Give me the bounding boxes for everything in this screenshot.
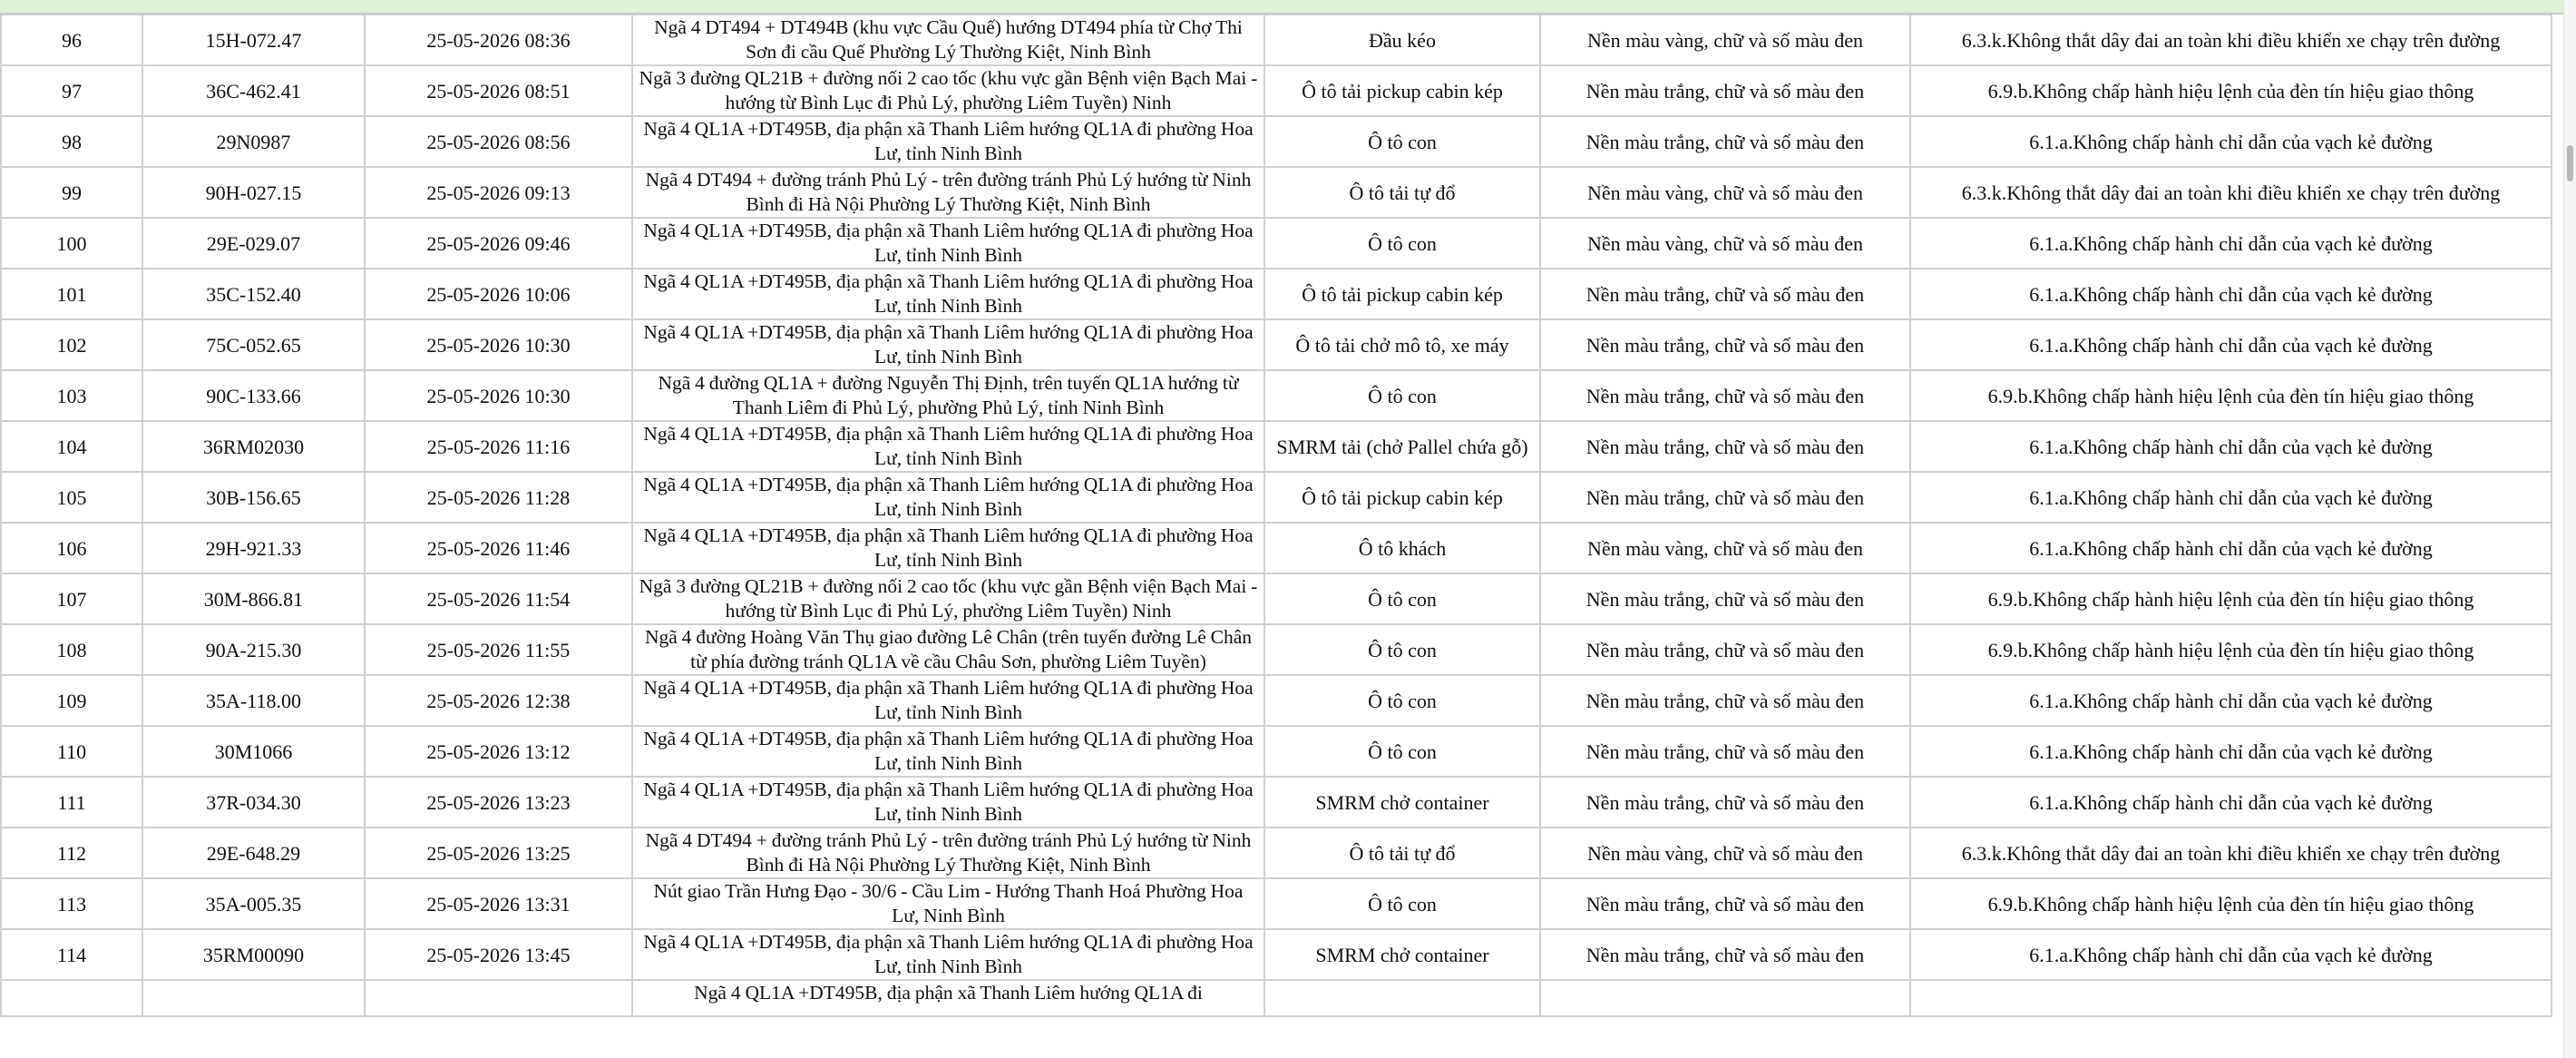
cell-stt[interactable]: 111 <box>1 777 142 828</box>
cell-stt[interactable]: 112 <box>1 828 142 878</box>
table-row <box>1 929 2552 980</box>
cell-time[interactable]: 25-05-2026 10:30 <box>365 370 632 421</box>
cell-vehicle-type[interactable]: Đầu kéo <box>1264 15 1540 65</box>
cell-violation[interactable]: 6.1.a.Không chấp hành chỉ dẫn của vạch kẻ đường <box>1910 319 2552 370</box>
cell-plate-color[interactable]: Nền màu trắng, chữ và số màu đen <box>1540 675 1910 726</box>
cell-violation[interactable]: 6.9.b.Không chấp hành hiệu lệnh của đèn tín hiệu giao thông <box>1910 370 2552 421</box>
table-row <box>1 675 2552 726</box>
cell-plate[interactable] <box>142 980 365 1016</box>
scrollbar-thumb[interactable] <box>2567 145 2573 181</box>
table-row <box>1 777 2552 828</box>
cell-location[interactable]: Ngã 4 QL1A +DT495B, địa phận xã Thanh Liêm hướng QL1A đi phường Hoa Lư, tỉnh Ninh Bình <box>632 675 1264 726</box>
cell-time[interactable]: 25-05-2026 12:38 <box>365 675 632 726</box>
table-row <box>1 573 2552 624</box>
cell-stt[interactable]: 110 <box>1 726 142 777</box>
table-row <box>1 167 2552 218</box>
cell-plate-color[interactable]: Nền màu trắng, chữ và số màu đen <box>1540 472 1910 523</box>
cell-location[interactable]: Ngã 4 DT494 + DT494B (khu vực Cầu Quế) hướng DT494 phía từ Chợ Thi Sơn đi cầu Quế Phường Lý Thường Kiệt, Ninh Bình <box>632 15 1264 65</box>
cell-time[interactable]: 25-05-2026 13:12 <box>365 726 632 777</box>
cell-violation[interactable]: 6.9.b.Không chấp hành hiệu lệnh của đèn tín hiệu giao thông <box>1910 624 2552 675</box>
cell-stt[interactable]: 97 <box>1 65 142 116</box>
cell-violation[interactable]: 6.9.b.Không chấp hành hiệu lệnh của đèn tín hiệu giao thông <box>1910 878 2552 929</box>
cell-plate[interactable]: 35RM00090 <box>142 929 365 980</box>
cell-plate[interactable]: 35C-152.40 <box>142 269 365 319</box>
vertical-scrollbar[interactable] <box>2563 0 2576 1058</box>
cell-vehicle-type[interactable]: Ô tô tải tự đổ <box>1264 828 1540 878</box>
cell-stt[interactable]: 101 <box>1 269 142 319</box>
cell-stt[interactable]: 108 <box>1 624 142 675</box>
cell-time[interactable]: 25-05-2026 13:25 <box>365 828 632 878</box>
cell-stt[interactable]: 98 <box>1 116 142 167</box>
cell-violation[interactable]: 6.1.a.Không chấp hành chỉ dẫn của vạch kẻ đường <box>1910 726 2552 777</box>
cell-location[interactable]: Ngã 4 QL1A +DT495B, địa phận xã Thanh Liêm hướng QL1A đi phường Hoa Lư, tỉnh Ninh Bình <box>632 218 1264 269</box>
cell-plate-color[interactable]: Nền màu trắng, chữ và số màu đen <box>1540 421 1910 472</box>
cell-plate-color[interactable]: Nền màu vàng, chữ và số màu đen <box>1540 15 1910 65</box>
cell-time[interactable]: 25-05-2026 13:23 <box>365 777 632 828</box>
cell-violation[interactable]: 6.3.k.Không thắt dây đai an toàn khi điều khiển xe chạy trên đường <box>1910 167 2552 218</box>
table-row <box>1 980 2552 1016</box>
cell-plate-color[interactable]: Nền màu trắng, chữ và số màu đen <box>1540 370 1910 421</box>
cell-plate[interactable]: 30M-866.81 <box>142 573 365 624</box>
cell-time[interactable]: 25-05-2026 11:28 <box>365 472 632 523</box>
cell-plate-color[interactable]: Nền màu trắng, chữ và số màu đen <box>1540 878 1910 929</box>
cell-violation[interactable]: 6.1.a.Không chấp hành chỉ dẫn của vạch kẻ đường <box>1910 421 2552 472</box>
cell-plate-color[interactable]: Nền màu trắng, chữ và số màu đen <box>1540 624 1910 675</box>
cell-violation[interactable]: 6.1.a.Không chấp hành chỉ dẫn của vạch kẻ đường <box>1910 929 2552 980</box>
cell-vehicle-type[interactable]: Ô tô con <box>1264 624 1540 675</box>
cell-location[interactable]: Ngã 4 QL1A +DT495B, địa phận xã Thanh Liêm hướng QL1A đi phường Hoa Lư, tỉnh Ninh Bình <box>632 929 1264 980</box>
cell-vehicle-type[interactable]: Ô tô tải tự đổ <box>1264 167 1540 218</box>
cell-time[interactable]: 25-05-2026 09:13 <box>365 167 632 218</box>
cell-plate-color[interactable]: Nền màu vàng, chữ và số màu đen <box>1540 523 1910 573</box>
cell-vehicle-type[interactable]: Ô tô tải pickup cabin kép <box>1264 472 1540 523</box>
cell-stt[interactable]: 99 <box>1 167 142 218</box>
cell-location[interactable]: Ngã 4 QL1A +DT495B, địa phận xã Thanh Liêm hướng QL1A đi phường Hoa Lư, tỉnh Ninh Bình <box>632 777 1264 828</box>
cell-vehicle-type[interactable]: Ô tô con <box>1264 726 1540 777</box>
cell-stt[interactable]: 109 <box>1 675 142 726</box>
cell-plate[interactable]: 29E-029.07 <box>142 218 365 269</box>
cell-location[interactable]: Ngã 3 đường QL21B + đường nối 2 cao tốc (khu vực gần Bệnh viện Bạch Mai - hướng từ Bình Lục đi Phủ Lý, phường Liêm Tuyền) Ninh <box>632 65 1264 116</box>
cell-location[interactable]: Ngã 4 QL1A +DT495B, địa phận xã Thanh Liêm hướng QL1A đi <box>632 980 1264 1016</box>
cell-vehicle-type[interactable]: Ô tô con <box>1264 573 1540 624</box>
violations-table <box>0 14 2552 1017</box>
cell-location[interactable]: Ngã 4 QL1A +DT495B, địa phận xã Thanh Liêm hướng QL1A đi phường Hoa Lư, tỉnh Ninh Bình <box>632 319 1264 370</box>
cell-plate-color[interactable]: Nền màu trắng, chữ và số màu đen <box>1540 116 1910 167</box>
table-row <box>1 65 2552 116</box>
table-row <box>1 15 2552 65</box>
cell-plate-color[interactable]: Nền màu trắng, chữ và số màu đen <box>1540 319 1910 370</box>
table-row <box>1 878 2552 929</box>
table-row <box>1 116 2552 167</box>
cell-violation[interactable] <box>1910 980 2552 1016</box>
cell-plate-color[interactable]: Nền màu vàng, chữ và số màu đen <box>1540 828 1910 878</box>
cell-vehicle-type[interactable] <box>1264 980 1540 1016</box>
table-row <box>1 828 2552 878</box>
cell-violation[interactable]: 6.1.a.Không chấp hành chỉ dẫn của vạch kẻ đường <box>1910 269 2552 319</box>
cell-plate-color[interactable]: Nền màu trắng, chữ và số màu đen <box>1540 777 1910 828</box>
cell-plate-color[interactable]: Nền màu trắng, chữ và số màu đen <box>1540 269 1910 319</box>
cell-plate[interactable]: 37R-034.30 <box>142 777 365 828</box>
cell-vehicle-type[interactable]: Ô tô tải chở mô tô, xe máy <box>1264 319 1540 370</box>
cell-time[interactable]: 25-05-2026 10:30 <box>365 319 632 370</box>
cell-stt[interactable]: 102 <box>1 319 142 370</box>
cell-time[interactable]: 25-05-2026 11:46 <box>365 523 632 573</box>
cell-plate[interactable]: 90C-133.66 <box>142 370 365 421</box>
cell-stt[interactable]: 96 <box>1 15 142 65</box>
cell-vehicle-type[interactable]: Ô tô tải pickup cabin kép <box>1264 65 1540 116</box>
table-row <box>1 421 2552 472</box>
cell-location[interactable]: Ngã 4 QL1A +DT495B, địa phận xã Thanh Liêm hướng QL1A đi phường Hoa Lư, tỉnh Ninh Bình <box>632 472 1264 523</box>
cell-vehicle-type[interactable]: Ô tô con <box>1264 370 1540 421</box>
cell-time[interactable] <box>365 980 632 1016</box>
cell-time[interactable]: 25-05-2026 09:46 <box>365 218 632 269</box>
cell-time[interactable]: 25-05-2026 13:45 <box>365 929 632 980</box>
cell-plate-color[interactable]: Nền màu vàng, chữ và số màu đen <box>1540 218 1910 269</box>
table-row <box>1 269 2552 319</box>
cell-location[interactable]: Ngã 4 DT494 + đường tránh Phủ Lý - trên đường tránh Phủ Lý hướng từ Ninh Bình đi Hà Nội Phường Lý Thường Kiệt, Ninh Bình <box>632 167 1264 218</box>
cell-time[interactable]: 25-05-2026 08:51 <box>365 65 632 116</box>
cell-plate[interactable]: 29H-921.33 <box>142 523 365 573</box>
cell-plate[interactable]: 35A-118.00 <box>142 675 365 726</box>
cell-location[interactable]: Ngã 4 DT494 + đường tránh Phủ Lý - trên đường tránh Phủ Lý hướng từ Ninh Bình đi Hà Nội Phường Lý Thường Kiệt, Ninh Bình <box>632 828 1264 878</box>
cell-plate[interactable]: 90H-027.15 <box>142 167 365 218</box>
cell-plate[interactable]: 90A-215.30 <box>142 624 365 675</box>
cell-violation[interactable]: 6.1.a.Không chấp hành chỉ dẫn của vạch kẻ đường <box>1910 218 2552 269</box>
cell-time[interactable]: 25-05-2026 08:56 <box>365 116 632 167</box>
cell-stt[interactable]: 103 <box>1 370 142 421</box>
cell-stt[interactable]: 114 <box>1 929 142 980</box>
cell-location[interactable]: Ngã 4 QL1A +DT495B, địa phận xã Thanh Liêm hướng QL1A đi phường Hoa Lư, tỉnh Ninh Bình <box>632 523 1264 573</box>
cell-stt[interactable]: 100 <box>1 218 142 269</box>
cell-vehicle-type[interactable]: Ô tô con <box>1264 218 1540 269</box>
cell-violation[interactable]: 6.3.k.Không thắt dây đai an toàn khi điều khiển xe chạy trên đường <box>1910 15 2552 65</box>
table-row <box>1 624 2552 675</box>
cell-stt[interactable]: 104 <box>1 421 142 472</box>
table-row <box>1 319 2552 370</box>
cell-violation[interactable]: 6.3.k.Không thắt dây đai an toàn khi điều khiển xe chạy trên đường <box>1910 828 2552 878</box>
cell-violation[interactable]: 6.1.a.Không chấp hành chỉ dẫn của vạch kẻ đường <box>1910 472 2552 523</box>
cell-violation[interactable]: 6.9.b.Không chấp hành hiệu lệnh của đèn tín hiệu giao thông <box>1910 65 2552 116</box>
cell-vehicle-type[interactable]: Ô tô khách <box>1264 523 1540 573</box>
cell-vehicle-type[interactable]: Ô tô con <box>1264 878 1540 929</box>
cell-vehicle-type[interactable]: SMRM chở container <box>1264 929 1540 980</box>
cell-plate[interactable]: 29N0987 <box>142 116 365 167</box>
cell-time[interactable]: 25-05-2026 11:54 <box>365 573 632 624</box>
cell-location[interactable]: Ngã 4 đường Hoàng Văn Thụ giao đường Lê Chân (trên tuyến đường Lê Chân từ phía đường tránh QL1A về cầu Châu Sơn, phường Liêm Tuyền) <box>632 624 1264 675</box>
cell-plate[interactable]: 30B-156.65 <box>142 472 365 523</box>
cell-plate[interactable]: 35A-005.35 <box>142 878 365 929</box>
table-row <box>1 370 2552 421</box>
previous-row-strip <box>0 0 2576 15</box>
cell-location[interactable]: Ngã 3 đường QL21B + đường nối 2 cao tốc (khu vực gần Bệnh viện Bạch Mai - hướng từ Bình Lục đi Phủ Lý, phường Liêm Tuyền) Ninh <box>632 573 1264 624</box>
cell-stt[interactable]: 113 <box>1 878 142 929</box>
cell-plate[interactable]: 36C-462.41 <box>142 65 365 116</box>
cell-time[interactable]: 25-05-2026 11:55 <box>365 624 632 675</box>
cell-vehicle-type[interactable]: SMRM tải (chở Pallel chứa gỗ) <box>1264 421 1540 472</box>
cell-plate[interactable]: 30M1066 <box>142 726 365 777</box>
cell-time[interactable]: 25-05-2026 10:06 <box>365 269 632 319</box>
cell-location[interactable]: Ngã 4 đường QL1A + đường Nguyễn Thị Định, trên tuyến QL1A hướng từ Thanh Liêm đi Phủ Lý, phường Phủ Lý, tỉnh Ninh Bình <box>632 370 1264 421</box>
cell-time[interactable]: 25-05-2026 08:36 <box>365 15 632 65</box>
cell-plate[interactable]: 29E-648.29 <box>142 828 365 878</box>
cell-violation[interactable]: 6.1.a.Không chấp hành chỉ dẫn của vạch kẻ đường <box>1910 523 2552 573</box>
cell-plate[interactable]: 36RM02030 <box>142 421 365 472</box>
cell-plate-color[interactable]: Nền màu trắng, chữ và số màu đen <box>1540 65 1910 116</box>
cell-stt[interactable]: 107 <box>1 573 142 624</box>
cell-location[interactable]: Ngã 4 QL1A +DT495B, địa phận xã Thanh Liêm hướng QL1A đi phường Hoa Lư, tỉnh Ninh Bình <box>632 269 1264 319</box>
cell-stt[interactable]: 105 <box>1 472 142 523</box>
cell-violation[interactable]: 6.1.a.Không chấp hành chỉ dẫn của vạch kẻ đường <box>1910 116 2552 167</box>
table-row <box>1 218 2552 269</box>
cell-vehicle-type[interactable]: Ô tô tải pickup cabin kép <box>1264 269 1540 319</box>
cell-plate[interactable]: 75C-052.65 <box>142 319 365 370</box>
cell-stt[interactable] <box>1 980 142 1016</box>
cell-stt[interactable]: 106 <box>1 523 142 573</box>
cell-plate-color[interactable]: Nền màu trắng, chữ và số màu đen <box>1540 573 1910 624</box>
cell-plate-color[interactable] <box>1540 980 1910 1016</box>
cell-plate[interactable]: 15H-072.47 <box>142 15 365 65</box>
cell-violation[interactable]: 6.1.a.Không chấp hành chỉ dẫn của vạch kẻ đường <box>1910 777 2552 828</box>
cell-location[interactable]: Ngã 4 QL1A +DT495B, địa phận xã Thanh Liêm hướng QL1A đi phường Hoa Lư, tỉnh Ninh Bình <box>632 116 1264 167</box>
table-row <box>1 726 2552 777</box>
cell-location[interactable]: Ngã 4 QL1A +DT495B, địa phận xã Thanh Liêm hướng QL1A đi phường Hoa Lư, tỉnh Ninh Bình <box>632 421 1264 472</box>
cell-plate-color[interactable]: Nền màu vàng, chữ và số màu đen <box>1540 167 1910 218</box>
table-row <box>1 472 2552 523</box>
cell-vehicle-type[interactable]: Ô tô con <box>1264 675 1540 726</box>
cell-vehicle-type[interactable]: SMRM chở container <box>1264 777 1540 828</box>
cell-time[interactable]: 25-05-2026 13:31 <box>365 878 632 929</box>
cell-time[interactable]: 25-05-2026 11:16 <box>365 421 632 472</box>
cell-violation[interactable]: 6.1.a.Không chấp hành chỉ dẫn của vạch kẻ đường <box>1910 675 2552 726</box>
cell-violation[interactable]: 6.9.b.Không chấp hành hiệu lệnh của đèn tín hiệu giao thông <box>1910 573 2552 624</box>
table-body <box>1 15 2552 1016</box>
cell-plate-color[interactable]: Nền màu trắng, chữ và số màu đen <box>1540 726 1910 777</box>
cell-location[interactable]: Ngã 4 QL1A +DT495B, địa phận xã Thanh Liêm hướng QL1A đi phường Hoa Lư, tỉnh Ninh Bình <box>632 726 1264 777</box>
cell-plate-color[interactable]: Nền màu trắng, chữ và số màu đen <box>1540 929 1910 980</box>
cell-location[interactable]: Nút giao Trần Hưng Đạo - 30/6 - Cầu Lim - Hướng Thanh Hoá Phường Hoa Lư, Ninh Bình <box>632 878 1264 929</box>
cell-vehicle-type[interactable]: Ô tô con <box>1264 116 1540 167</box>
table-row <box>1 523 2552 573</box>
